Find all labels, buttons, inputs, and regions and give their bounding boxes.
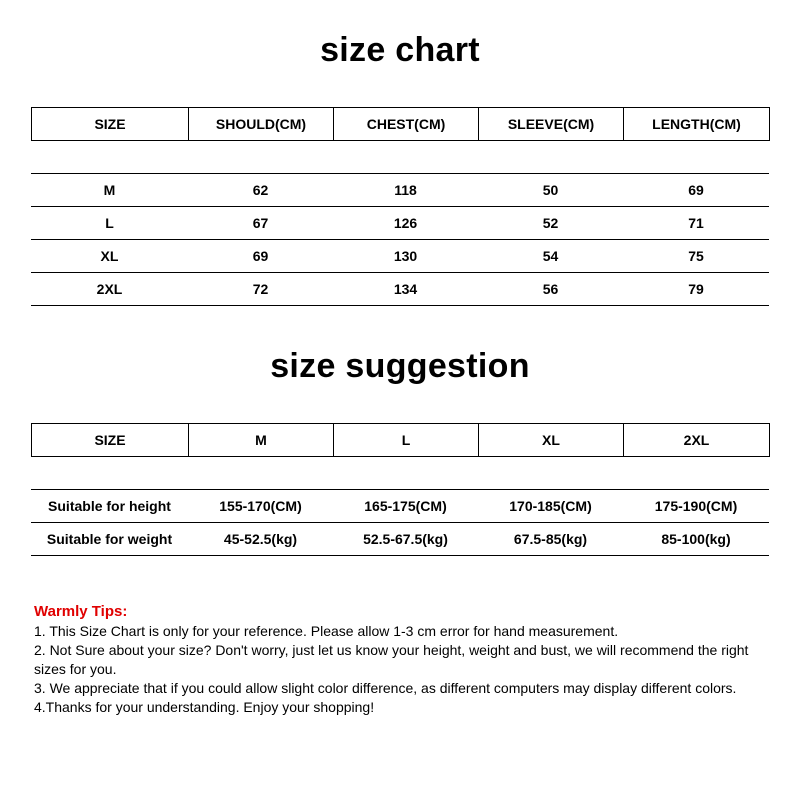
tip-item: 1. This Size Chart is only for your reference. Please allow 1-3 cm error for hand measurement. — [34, 623, 619, 639]
table-row — [31, 273, 769, 306]
length-cell: 71 — [623, 207, 769, 240]
tip-item: 4.Thanks for your understanding. Enjoy your shopping! — [34, 699, 375, 715]
size-suggestion-table — [31, 489, 769, 556]
weight-cell-2xl: 85-100(kg) — [623, 523, 769, 556]
shoulder-cell: 62 — [188, 174, 333, 207]
header-cell-size: SIZE — [32, 424, 189, 457]
sleeve-cell: 50 — [478, 174, 623, 207]
sleeve-cell: 56 — [478, 273, 623, 306]
tips-heading: Warmly Tips: — [34, 603, 128, 620]
header-cell-chest: CHEST(CM) — [334, 108, 479, 141]
header-cell-size: SIZE — [32, 108, 189, 141]
length-cell: 75 — [623, 240, 769, 273]
table-row — [31, 490, 769, 523]
weight-cell-xl: 67.5-85(kg) — [478, 523, 623, 556]
length-cell: 69 — [623, 174, 769, 207]
tip-item: 3. We appreciate that if you could allow slight color difference, as different computers may display different colors. — [34, 680, 737, 696]
size-chart-title: size chart — [320, 31, 480, 69]
height-cell-xl: 170-185(CM) — [478, 490, 623, 523]
chest-cell: 130 — [333, 240, 478, 273]
size-chart-header-row — [32, 108, 770, 141]
header-cell-xl: XL — [479, 424, 624, 457]
size-suggestion-header-table — [31, 423, 770, 457]
chest-cell: 134 — [333, 273, 478, 306]
table-row — [31, 240, 769, 273]
shoulder-cell: 69 — [188, 240, 333, 273]
height-cell-2xl: 175-190(CM) — [623, 490, 769, 523]
header-cell-2xl: 2XL — [624, 424, 770, 457]
chest-cell: 126 — [333, 207, 478, 240]
size-cell: L — [31, 207, 188, 240]
table-row — [31, 523, 769, 556]
warmly-tips — [34, 602, 764, 717]
row-label-weight: Suitable for weight — [31, 523, 188, 556]
header-cell-m: M — [189, 424, 334, 457]
shoulder-cell: 72 — [188, 273, 333, 306]
size-cell: 2XL — [31, 273, 188, 306]
height-cell-l: 165-175(CM) — [333, 490, 478, 523]
sleeve-cell: 52 — [478, 207, 623, 240]
weight-cell-l: 52.5-67.5(kg) — [333, 523, 478, 556]
weight-cell-m: 45-52.5(kg) — [188, 523, 333, 556]
size-cell: XL — [31, 240, 188, 273]
sleeve-cell: 54 — [478, 240, 623, 273]
tip-item: 2. Not Sure about your size? Don't worry, just let us know your height, weight and bust, we will recommend the right sizes for you. — [34, 642, 749, 677]
size-chart-header-table — [31, 107, 770, 141]
height-cell-m: 155-170(CM) — [188, 490, 333, 523]
length-cell: 79 — [623, 273, 769, 306]
chest-cell: 118 — [333, 174, 478, 207]
size-chart-table — [31, 173, 769, 306]
header-cell-l: L — [334, 424, 479, 457]
table-row — [31, 207, 769, 240]
header-cell-length: LENGTH(CM) — [624, 108, 770, 141]
table-row — [31, 174, 769, 207]
header-cell-sleeve: SLEEVE(CM) — [479, 108, 624, 141]
size-suggestion-title: size suggestion — [270, 347, 530, 385]
shoulder-cell: 67 — [188, 207, 333, 240]
header-cell-shoulder: SHOULD(CM) — [189, 108, 334, 141]
size-cell: M — [31, 174, 188, 207]
row-label-height: Suitable for height — [31, 490, 188, 523]
size-suggestion-header-row — [32, 424, 770, 457]
